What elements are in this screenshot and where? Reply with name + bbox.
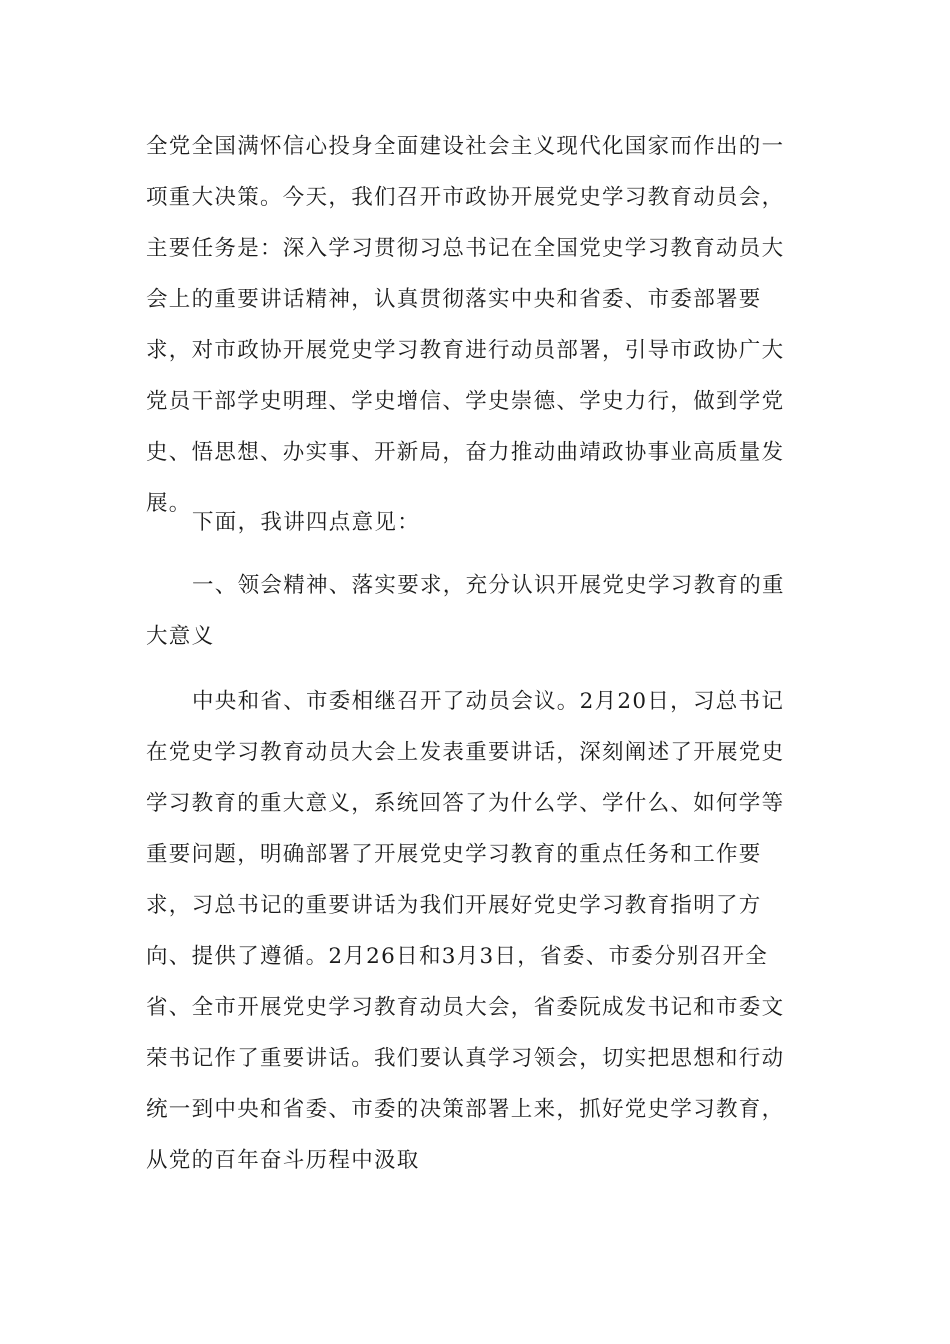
body-paragraph-continued: 全党全国满怀信心投身全面建设社会主义现代化国家而作出的一项重大决策。今天，我们召开市政协开展党史学习教育动员会，主要任务是：深入学习贯彻习总书记在全国党史学习教育动员大会上的重要讲话精神，认真贯彻落实中央和省委、市委部署要求，对市政协开展党史学习教育进行动员部署，引导市政协广大党员干部学史明理、学史增信、学史崇德、学史力行，做到学党史、悟思想、办实事、开新局，奋力推动曲靖政协事业高质量发展。 (146, 134, 785, 516)
body-paragraph-section-1: 中央和省、市委相继召开了动员会议。2月20日，习总书记在党史学习教育动员大会上发表重要讲话，深刻阐述了开展党史学习教育的重大意义，系统回答了为什么学、学什么、如何学等重要问题，明确部署了开展党史学习教育的重点任务和工作要求，习总书记的重要讲话为我们开展好党史学习教育指明了方向、提供了遵循。2月26日和3月3日，省委、市委分别召开全省、全市开展党史学习教育动员大会，省委阮成发书记和市委文荣书记作了重要讲话。我们要认真学习领会，切实把思想和行动统一到中央和省委、市委的决策部署上来，抓好党史学习教育，从党的百年奋斗历程中汲取 (146, 689, 785, 1173)
body-paragraph-intro: 下面，我讲四点意见： (192, 510, 421, 535)
section-heading-1: 一、领会精神、落实要求，充分认识开展党史学习教育的重大意义 (146, 573, 785, 649)
